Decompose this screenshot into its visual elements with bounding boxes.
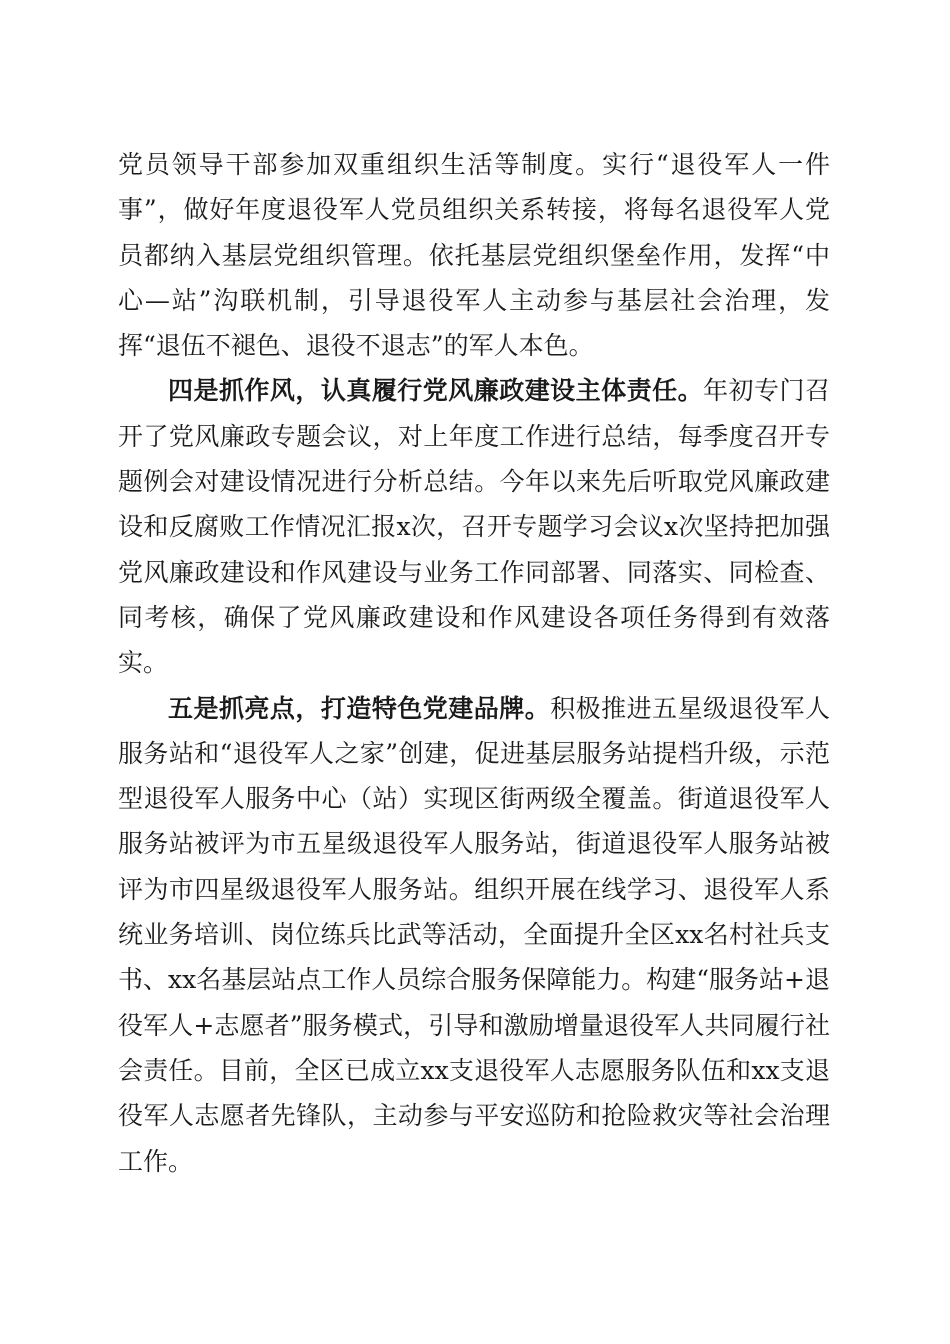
paragraph-heading: 四是抓作风，认真履行党风廉政建设主体责任。 bbox=[168, 376, 704, 406]
paragraph-body-text: 党员领导干部参加双重组织生活等制度。实行“退役军人一件事”，做好年度退役军人党员组织关系转接，将每名退役军人党员都纳入基层党组织管理。依托基层党组织堡垒作用，发挥“中心—站”沟联机制，引导退役军人主动参与基层社会治理，发挥“退伍不褪色、退役不退志”的军人本色。 bbox=[118, 150, 830, 361]
paragraph-heading: 五是抓亮点，打造特色党建品牌。 bbox=[168, 693, 551, 723]
paragraph-continuation bbox=[118, 142, 830, 368]
paragraph-item-five bbox=[118, 686, 830, 1184]
paragraph-body-text: 年初专门召开了党风廉政专题会议，对上年度工作进行总结，每季度召开专题例会对建设情况进行分析总结。今年以来先后听取党风廉政建设和反腐败工作情况汇报x次，召开专题学习会议x次坚持把加强党风廉政建设和作风建设与业务工作同部署、同落实、同检查、同考核，确保了党风廉政建设和作风建设各项任务得到有效落实。 bbox=[118, 376, 830, 678]
paragraph-body-text: 积极推进五星级退役军人服务站和“退役军人之家”创建，促进基层服务站提档升级，示范型退役军人服务中心（站）实现区街两级全覆盖。街道退役军人服务站被评为市五星级退役军人服务站，街道退役军人服务站被评为市四星级退役军人服务站。组织开展在线学习、退役军人系统业务培训、岗位练兵比武等活动，全面提升全区xx名村社兵支书、xx名基层站点工作人员综合服务保障能力。构建“服务站+退役军人+志愿者”服务模式，引导和激励增量退役军人共同履行社会责任。目前，全区已成立xx支退役军人志愿服务队伍和xx支退役军人志愿者先锋队，主动参与平安巡防和抢险救灾等社会治理工作。 bbox=[118, 693, 830, 1176]
paragraph-item-four bbox=[118, 368, 830, 685]
document-body bbox=[118, 142, 830, 1184]
